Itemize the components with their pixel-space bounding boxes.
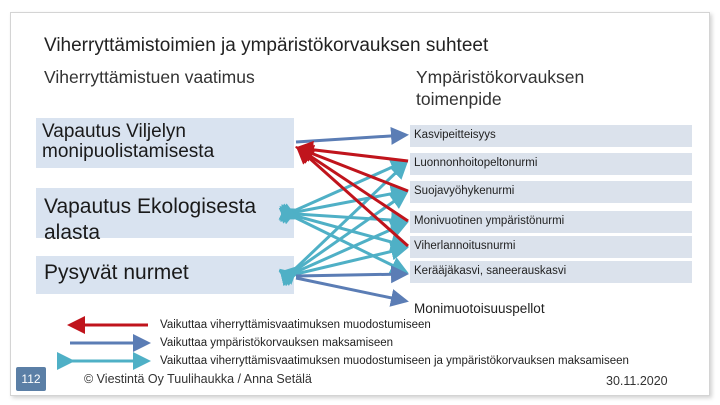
right-box-label: Luonnonhoitopeltonurmi xyxy=(414,157,538,169)
arrow-blue xyxy=(296,278,406,301)
legend-text-teal: Vaikuttaa viherryttämisvaatimuksen muodostumiseen ja ympäristökorvauksen maksamiseen xyxy=(160,355,629,367)
slide-title: Viherryttämistoimien ja ympäristökorvauksen suhteet xyxy=(44,35,489,56)
page-number-badge: 112 xyxy=(16,367,46,391)
right-box-label: Kerääjäkasvi, saneerauskasvi xyxy=(414,265,567,277)
legend-text-red: Vaikuttaa viherryttämisvaatimuksen muodostumiseen xyxy=(160,319,431,331)
right-item-monimuotoisuuspellot: Monimuotoisuuspellot xyxy=(414,301,545,316)
right-box-label: Suojavyöhykenurmi xyxy=(414,185,515,197)
arrow-blue xyxy=(296,274,406,276)
left-box-label: Vapautus Ekologisesta alasta xyxy=(44,195,257,244)
right-column-heading: Ympäristökorvauksen toimenpide xyxy=(416,67,585,109)
right-box-label: Viherlannoitusnurmi xyxy=(414,240,516,252)
left-column-heading: Viherryttämistuen vaatimus xyxy=(44,67,255,87)
right-box-label: Kasvipeitteisyys xyxy=(414,129,496,141)
legend-text-blue: Vaikuttaa ympäristökorvauksen maksamiseen xyxy=(160,337,394,349)
left-box-label: Vapautus Viljelyn monipuolistamisesta xyxy=(42,121,215,162)
footer-copyright: © Viestintä Oy Tuulihaukka / Anna Setälä xyxy=(84,372,312,386)
right-box-label: Monivuotinen ympäristönurmi xyxy=(414,215,565,227)
left-box-label: Pysyvät nurmet xyxy=(44,261,189,284)
footer-date: 30.11.2020 xyxy=(606,374,668,388)
arrow-blue xyxy=(296,135,406,142)
